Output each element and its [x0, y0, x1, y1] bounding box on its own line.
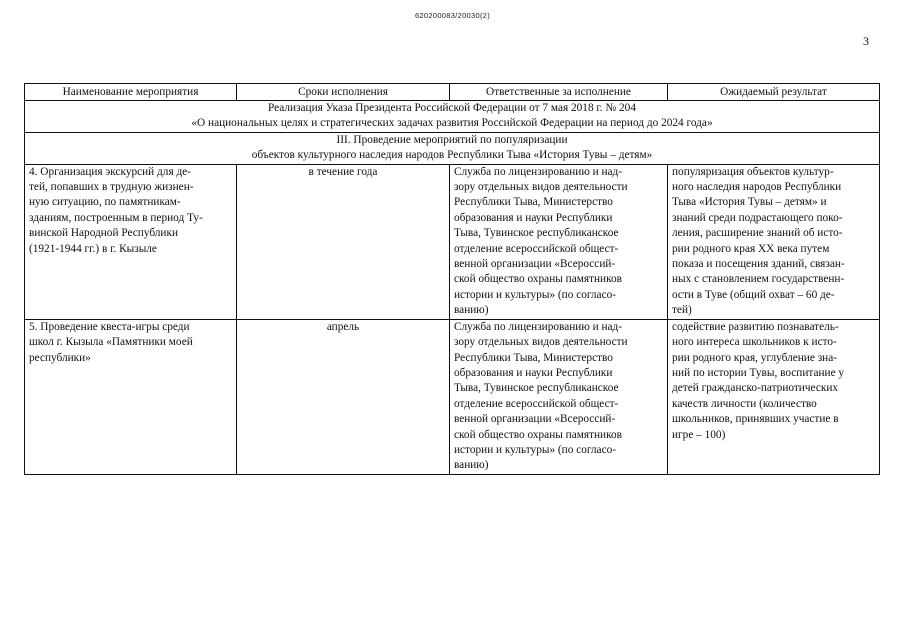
table-header-row [25, 84, 880, 101]
cell-line: ную ситуацию, по памятникам- [29, 196, 181, 209]
cell-line: ного интереса школьников к исто- [672, 336, 837, 349]
cell-line: Служба по лицензированию и над- [454, 320, 623, 333]
action-plan-table [24, 83, 880, 475]
cell-line: детей гражданско-патриотических [672, 382, 839, 395]
cell-line: образования и науки Республики [454, 211, 613, 224]
cell-line: ного наследия народов Республики [672, 181, 842, 194]
cell-line: знаний среди подрастающего поко- [672, 211, 843, 224]
cell-line: школ г. Кызыла «Памятники моей [29, 336, 193, 349]
subsection-title-line: III. Проведение мероприятий по популяризации [336, 133, 568, 146]
cell-line: винской Народной Республики [29, 227, 178, 240]
cell-line: тей, попавших в трудную жизнен- [29, 181, 194, 194]
cell-line: ных с становлением государственн- [672, 273, 845, 286]
section-row [25, 101, 880, 133]
cell-line: 4. Организация экскурсий для де- [29, 165, 191, 178]
responsible-cell [450, 164, 668, 319]
result-cell [668, 319, 880, 474]
cell-line: Тыва «История Тувы – детям» и [672, 196, 827, 209]
cell-line: истории и культуры» (по согласо- [454, 443, 616, 456]
subsection-title [25, 132, 880, 164]
cell-line: отделение всероссийской общест- [454, 397, 619, 410]
cell-line: ления, расширение знаний об исто- [672, 227, 843, 240]
document-code: 620200083/20030(2) [414, 11, 491, 20]
cell-line: образования и науки Республики [454, 366, 613, 379]
cell-line: зору отдельных видов деятельности [454, 181, 628, 194]
activity-name-cell [25, 164, 237, 319]
subsection-row [25, 132, 880, 164]
deadline-cell: апрель [237, 319, 450, 474]
column-header-result: Ожидаемый результат [668, 84, 880, 101]
page-number: 3 [863, 34, 869, 48]
cell-line: игре – 100) [672, 428, 726, 441]
cell-line: школьников, принявших участие в [672, 413, 839, 426]
cell-line: рии родного края XX века путем [672, 242, 830, 255]
column-header-responsible: Ответственные за исполнение [450, 84, 668, 101]
cell-line: ской общество охраны памятников [454, 428, 622, 441]
cell-line: зданиям, построенным в период Ту- [29, 211, 203, 224]
cell-line: содействие развитию познаватель- [672, 320, 839, 333]
cell-line: показа и посещения зданий, связан- [672, 258, 845, 271]
section-title-line: «О национальных целях и стратегических задачах развития Российской Федерации на период до 2024 года» [191, 117, 713, 130]
cell-line: истории и культуры» (по согласо- [454, 288, 616, 301]
cell-line: рии родного края, углубление зна- [672, 351, 837, 364]
table-row [25, 164, 880, 319]
responsible-cell [450, 319, 668, 474]
cell-line: Республики Тыва, Министерство [454, 196, 613, 209]
cell-line: тей) [672, 304, 692, 317]
cell-line: венной организации «Всероссий- [454, 413, 616, 426]
table-row [25, 319, 880, 474]
column-header-name: Наименование мероприятия [25, 84, 237, 101]
activity-name-cell [25, 319, 237, 474]
cell-line: Республики Тыва, Министерство [454, 351, 613, 364]
subsection-title-line: объектов культурного наследия народов Республики Тыва «История Тувы – детям» [251, 149, 653, 162]
cell-line: 5. Проведение квеста-игры среди [29, 320, 190, 333]
section-title-line: Реализация Указа Президента Российской Федерации от 7 мая 2018 г. № 204 [268, 102, 636, 114]
cell-line: (1921-1944 гг.) в г. Кызыле [29, 242, 157, 255]
cell-line: популяризация объектов культур- [672, 165, 834, 178]
cell-line: Тыва, Тувинское республиканское [454, 382, 619, 395]
section-title [25, 101, 880, 133]
cell-line: ванию) [454, 459, 489, 472]
cell-line: ванию) [454, 304, 489, 317]
cell-line: ской общество охраны памятников [454, 273, 622, 286]
cell-line: Тыва, Тувинское республиканское [454, 227, 619, 240]
cell-line: республики» [29, 351, 91, 364]
cell-line: Служба по лицензированию и над- [454, 165, 623, 178]
result-cell [668, 164, 880, 319]
column-header-deadline: Сроки исполнения [237, 84, 450, 101]
deadline-cell: в течение года [237, 164, 450, 319]
cell-line: ний по истории Тувы, воспитание у [672, 366, 845, 379]
cell-line: зору отдельных видов деятельности [454, 336, 628, 349]
cell-line: отделение всероссийской общест- [454, 242, 619, 255]
cell-line: ости в Туве (общий охват – 60 де- [672, 288, 835, 301]
cell-line: качеств личности (количество [672, 397, 817, 410]
cell-line: венной организации «Всероссий- [454, 258, 616, 271]
